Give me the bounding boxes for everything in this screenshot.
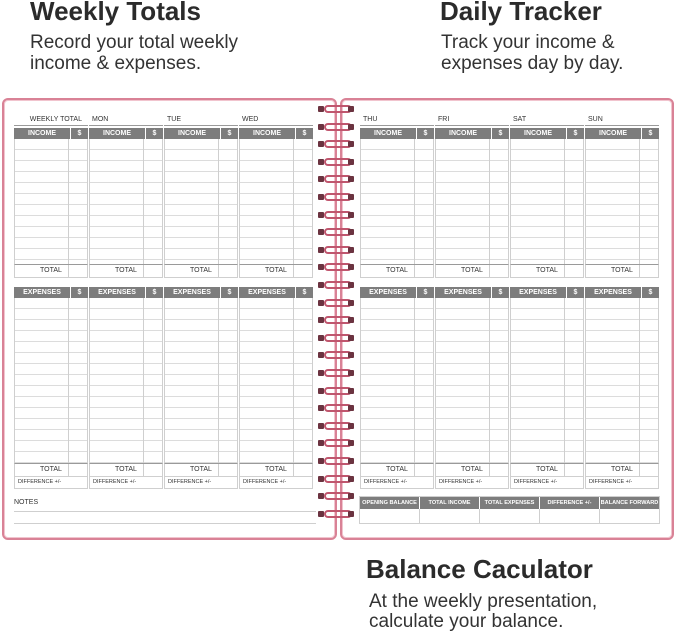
difference-label: DIFFERENCE +/- bbox=[18, 479, 62, 485]
expenses-label: EXPENSES bbox=[248, 289, 286, 296]
income-label: INCOME bbox=[449, 130, 477, 137]
expenses-label: EXPENSES bbox=[594, 289, 632, 296]
spiral-coil bbox=[316, 333, 360, 343]
notes-label: NOTES bbox=[14, 499, 39, 506]
column-name: WED bbox=[239, 114, 313, 126]
spiral-coil bbox=[316, 139, 360, 149]
spiral-coil bbox=[316, 509, 360, 519]
expenses-header bbox=[435, 287, 509, 298]
income-header bbox=[585, 128, 659, 139]
income-entry-grid[interactable] bbox=[89, 139, 163, 264]
daily-tracker-line-1: Track your income & bbox=[441, 32, 615, 53]
balance-header-total-income: TOTAL INCOME bbox=[419, 497, 479, 509]
balance-calculator-description bbox=[369, 592, 669, 632]
expenses-total-label: TOTAL bbox=[40, 466, 62, 473]
income-total-row[interactable] bbox=[585, 264, 659, 278]
income-label: INCOME bbox=[524, 130, 552, 137]
difference-row[interactable] bbox=[585, 477, 659, 489]
income-total-label: TOTAL bbox=[115, 267, 137, 274]
dollar-label: $ bbox=[145, 287, 163, 298]
balance-cell-balance-forward[interactable] bbox=[599, 509, 659, 524]
income-total-label: TOTAL bbox=[536, 267, 558, 274]
dollar-label: $ bbox=[641, 128, 659, 139]
spiral-coil bbox=[316, 227, 360, 237]
income-entry-grid[interactable] bbox=[239, 139, 313, 264]
difference-row[interactable] bbox=[360, 477, 434, 489]
difference-label: DIFFERENCE +/- bbox=[589, 479, 633, 485]
dollar-label: $ bbox=[491, 287, 509, 298]
difference-row[interactable] bbox=[14, 477, 88, 489]
expenses-label: EXPENSES bbox=[369, 289, 407, 296]
difference-label: DIFFERENCE +/- bbox=[168, 479, 212, 485]
expenses-entry-grid[interactable] bbox=[435, 298, 509, 463]
income-label: INCOME bbox=[103, 130, 131, 137]
expenses-total-row[interactable] bbox=[239, 463, 313, 477]
daily-tracker-description bbox=[441, 32, 679, 75]
spiral-coil bbox=[316, 157, 360, 167]
spiral-coil bbox=[316, 456, 360, 466]
spiral-coil bbox=[316, 491, 360, 501]
expenses-entry-grid[interactable] bbox=[164, 298, 238, 463]
balance-table-entry-row bbox=[360, 509, 659, 524]
spiral-coil bbox=[316, 262, 360, 272]
spiral-coil bbox=[316, 368, 360, 378]
expenses-total-label: TOTAL bbox=[190, 466, 212, 473]
difference-label: DIFFERENCE +/- bbox=[93, 479, 137, 485]
income-total-label: TOTAL bbox=[40, 267, 62, 274]
expenses-total-label: TOTAL bbox=[611, 466, 633, 473]
balance-cell-difference[interactable] bbox=[539, 509, 599, 524]
income-entry-grid[interactable] bbox=[585, 139, 659, 264]
difference-label: DIFFERENCE +/- bbox=[514, 479, 558, 485]
difference-row[interactable] bbox=[239, 477, 313, 489]
dollar-label: $ bbox=[295, 128, 313, 139]
expenses-label: EXPENSES bbox=[519, 289, 557, 296]
dollar-label: $ bbox=[70, 128, 88, 139]
income-label: INCOME bbox=[374, 130, 402, 137]
spiral-coil bbox=[316, 386, 360, 396]
dollar-label: $ bbox=[220, 128, 238, 139]
notes-line[interactable] bbox=[14, 511, 316, 512]
balance-calculator-title: Balance Caculator bbox=[366, 554, 593, 584]
income-total-label: TOTAL bbox=[190, 267, 212, 274]
income-entry-grid[interactable] bbox=[164, 139, 238, 264]
weekly-totals-title: Weekly Totals bbox=[30, 0, 201, 26]
difference-row[interactable] bbox=[89, 477, 163, 489]
income-header bbox=[510, 128, 584, 139]
expenses-total-label: TOTAL bbox=[386, 466, 408, 473]
income-entry-grid[interactable] bbox=[435, 139, 509, 264]
difference-label: DIFFERENCE +/- bbox=[439, 479, 483, 485]
income-total-row[interactable] bbox=[164, 264, 238, 278]
expenses-header bbox=[510, 287, 584, 298]
difference-row[interactable] bbox=[435, 477, 509, 489]
expenses-header bbox=[89, 287, 163, 298]
balance-calculator-line-1: At the weekly presentation, bbox=[369, 591, 598, 612]
daily-tracker-title: Daily Tracker bbox=[440, 0, 602, 26]
income-label: INCOME bbox=[178, 130, 206, 137]
income-total-label: TOTAL bbox=[611, 267, 633, 274]
spiral-coil bbox=[316, 421, 360, 431]
income-header bbox=[239, 128, 313, 139]
weekly-totals-description bbox=[30, 32, 290, 75]
expenses-total-label: TOTAL bbox=[536, 466, 558, 473]
expenses-entry-grid[interactable] bbox=[89, 298, 163, 463]
spiral-coil bbox=[316, 280, 360, 290]
income-header bbox=[14, 128, 88, 139]
dollar-label: $ bbox=[145, 128, 163, 139]
difference-row[interactable] bbox=[510, 477, 584, 489]
expenses-header bbox=[164, 287, 238, 298]
expenses-total-label: TOTAL bbox=[461, 466, 483, 473]
income-total-row[interactable] bbox=[435, 264, 509, 278]
difference-label: DIFFERENCE +/- bbox=[243, 479, 287, 485]
balance-header-total-expenses: TOTAL EXPENSES bbox=[479, 497, 539, 509]
expenses-total-row[interactable] bbox=[360, 463, 434, 477]
spiral-coil bbox=[316, 438, 360, 448]
expenses-entry-grid[interactable] bbox=[510, 298, 584, 463]
income-header bbox=[89, 128, 163, 139]
expenses-header bbox=[14, 287, 88, 298]
balance-header-opening: OPENING BALANCE bbox=[362, 500, 417, 506]
difference-label: DIFFERENCE +/- bbox=[364, 479, 408, 485]
expenses-total-label: TOTAL bbox=[115, 466, 137, 473]
balance-header-balance-forward: BALANCE FORWARD bbox=[599, 497, 659, 509]
dollar-label: $ bbox=[295, 287, 313, 298]
income-total-row[interactable] bbox=[89, 264, 163, 278]
spiral-coil bbox=[316, 210, 360, 220]
income-total-row[interactable] bbox=[510, 264, 584, 278]
column-name: SAT bbox=[510, 114, 584, 126]
column-name: THU bbox=[360, 114, 434, 126]
expenses-total-row[interactable] bbox=[585, 463, 659, 477]
income-header bbox=[435, 128, 509, 139]
income-label: INCOME bbox=[253, 130, 281, 137]
spiral-coil bbox=[316, 104, 360, 114]
income-header bbox=[360, 128, 434, 139]
balance-calculator-table bbox=[359, 496, 660, 524]
income-label: INCOME bbox=[28, 130, 56, 137]
dollar-label: $ bbox=[416, 287, 434, 298]
column-name: MON bbox=[89, 114, 163, 126]
daily-tracker-line-2: expenses day by day. bbox=[441, 53, 624, 75]
expenses-total-row[interactable] bbox=[510, 463, 584, 477]
dollar-label: $ bbox=[641, 287, 659, 298]
weekly-totals-line-2: income & expenses. bbox=[30, 53, 202, 75]
income-entry-grid[interactable] bbox=[510, 139, 584, 264]
expenses-total-row[interactable] bbox=[435, 463, 509, 477]
expenses-entry-grid[interactable] bbox=[239, 298, 313, 463]
column-name: FRI bbox=[435, 114, 509, 126]
expenses-total-row[interactable] bbox=[164, 463, 238, 477]
dollar-label: $ bbox=[220, 287, 238, 298]
dollar-label: $ bbox=[491, 128, 509, 139]
income-total-row[interactable] bbox=[239, 264, 313, 278]
spiral-coil bbox=[316, 474, 360, 484]
income-total-row[interactable] bbox=[360, 264, 434, 278]
notes-line[interactable] bbox=[14, 523, 316, 524]
spiral-coil bbox=[316, 403, 360, 413]
expenses-entry-grid[interactable] bbox=[585, 298, 659, 463]
balance-cell-total-expenses[interactable] bbox=[479, 509, 539, 524]
balance-calculator-line-2: calculate your balance. bbox=[369, 610, 564, 632]
spiral-coil bbox=[316, 350, 360, 360]
expenses-entry-grid[interactable] bbox=[360, 298, 434, 463]
dollar-label: $ bbox=[566, 128, 584, 139]
weekly-totals-line-1: Record your total weekly bbox=[30, 32, 239, 53]
balance-header-difference: DIFFERENCE +/- bbox=[539, 497, 599, 509]
column-name: WEEKLY TOTAL bbox=[14, 114, 88, 126]
dollar-label: $ bbox=[70, 287, 88, 298]
income-entry-grid[interactable] bbox=[14, 139, 88, 264]
expenses-label: EXPENSES bbox=[98, 289, 136, 296]
expenses-header bbox=[360, 287, 434, 298]
spiral-binding bbox=[316, 104, 360, 524]
income-total-label: TOTAL bbox=[461, 267, 483, 274]
column-name: SUN bbox=[585, 114, 659, 126]
expenses-header bbox=[585, 287, 659, 298]
spiral-coil bbox=[316, 315, 360, 325]
spiral-coil bbox=[316, 245, 360, 255]
spiral-coil bbox=[316, 122, 360, 132]
income-total-label: TOTAL bbox=[265, 267, 287, 274]
balance-cell-opening[interactable] bbox=[360, 509, 419, 524]
income-label: INCOME bbox=[599, 130, 627, 137]
expenses-header bbox=[239, 287, 313, 298]
spiral-coil bbox=[316, 298, 360, 308]
income-header bbox=[164, 128, 238, 139]
expenses-total-label: TOTAL bbox=[265, 466, 287, 473]
difference-row[interactable] bbox=[164, 477, 238, 489]
column-name: TUE bbox=[164, 114, 238, 126]
balance-cell-total-income[interactable] bbox=[419, 509, 479, 524]
expenses-total-row[interactable] bbox=[89, 463, 163, 477]
expenses-label: EXPENSES bbox=[444, 289, 482, 296]
dollar-label: $ bbox=[566, 287, 584, 298]
income-entry-grid[interactable] bbox=[360, 139, 434, 264]
spiral-coil bbox=[316, 192, 360, 202]
income-total-row[interactable] bbox=[14, 264, 88, 278]
income-total-label: TOTAL bbox=[386, 267, 408, 274]
spiral-coil bbox=[316, 174, 360, 184]
balance-table-header bbox=[360, 497, 659, 509]
expenses-total-row[interactable] bbox=[14, 463, 88, 477]
expenses-label: EXPENSES bbox=[23, 289, 61, 296]
dollar-label: $ bbox=[416, 128, 434, 139]
expenses-entry-grid[interactable] bbox=[14, 298, 88, 463]
expenses-label: EXPENSES bbox=[173, 289, 211, 296]
